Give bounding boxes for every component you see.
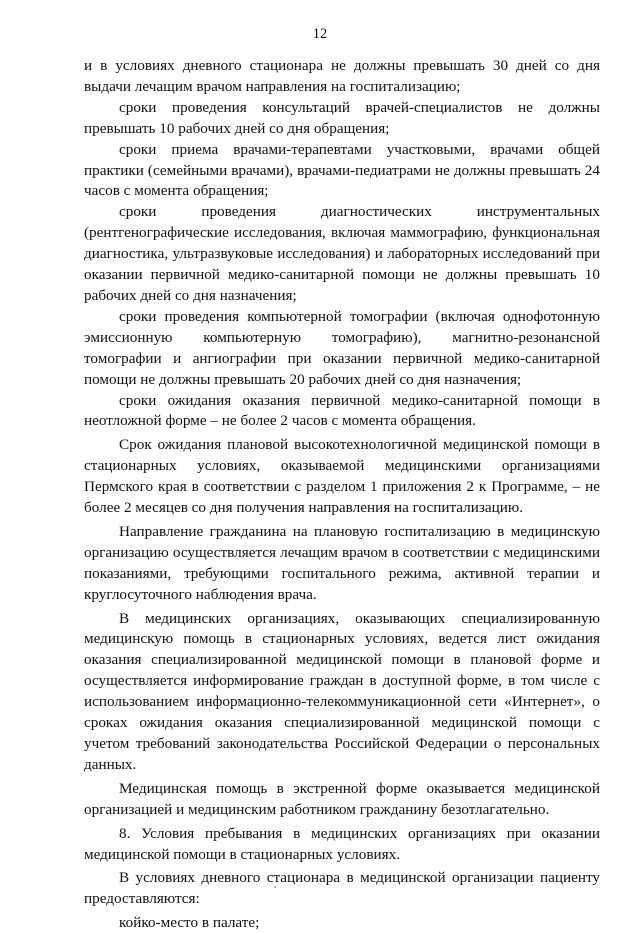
paragraph-tomography: сроки проведения компьютерной томографии (включая однофотонную эмиссионную компьютерную томографию), магнитно-резонансной томографии и ангиографии при оказании первичной медико-санитарной помощи не должны превышать 20 рабочих дней со дня назначения; <box>84 307 600 388</box>
scan-speck <box>274 886 276 888</box>
paragraph-hospitalization-referral: Направление гражданина на плановую госпитализацию в медицинскую организацию осуществляется лечащим врачом в соответствии с медицинскими показаниями, требующими госпитального режима, активной терапии и круглосуточного наблюдения врача. <box>84 522 600 603</box>
paragraph-urgent-care: сроки ожидания оказания первичной медико-санитарной помощи в неотложной форме – не более 2 часов с момента обращения. <box>84 391 600 430</box>
paragraph-section-8-heading: 8. Условия пребывания в медицинских организациях при оказании медицинской помощи в стационарных условиях. <box>84 824 600 863</box>
paragraph-ward-bed: койко-место в палате; <box>119 914 260 932</box>
paragraph-waiting-list: В медицинских организациях, оказывающих специализированную медицинскую помощь в стационарных условиях, ведется лист ожидания оказания специализированной медицинской помощи в плановой форме и осуществляется информирование граждан в доступной форме, в том числе с использованием информационно-телекоммуникационной сети «Интернет», о сроках ожидания оказания специализированной медицинской помощи с учетом требований законодательства Российской Федерации о персональных данных. <box>84 609 600 773</box>
paragraph-day-hospital: В условиях дневного стационара в медицинской организации пациенту предоставляются: <box>84 869 600 908</box>
paragraph-diagnostic-tests: сроки проведения диагностических инструментальных (рентгенографические исследования, включая маммографию, функциональная диагностика, ультразвуковые исследования) и лабораторных исследований при оказании первичной медико-санитарной помощи не должны превышать 10 рабочих дней со дня назначения; <box>84 203 600 304</box>
document-body <box>84 56 600 934</box>
paragraph-therapist-reception: сроки приема врачами-терапевтами участковыми, врачами общей практики (семейными врачами), врачами-педиатрами не должны превышать 24 часов с момента обращения; <box>84 140 600 200</box>
paragraph-emergency-care: Медицинская помощь в экстренной форме оказывается медицинской организацией и медицинским работником гражданину безотлагательно. <box>84 779 600 818</box>
paragraph-specialist-consultation: сроки проведения консультаций врачей-специалистов не должны превышать 10 рабочих дней со дня обращения; <box>84 98 600 137</box>
page-number: 12 <box>312 26 328 42</box>
paragraph-continuation: и в условиях дневного стационара не должны превышать 30 дней со дня выдачи лечащим врачом направления на госпитализацию; <box>84 57 600 95</box>
paragraph-high-tech-care: Срок ожидания плановой высокотехнологичной медицинской помощи в стационарных условиях, оказываемой медицинскими организациями Пермского края в соответствии с разделом 1 приложения 2 к Программе, – не более 2 месяцев со дня получения направления на госпитализацию. <box>84 436 600 517</box>
